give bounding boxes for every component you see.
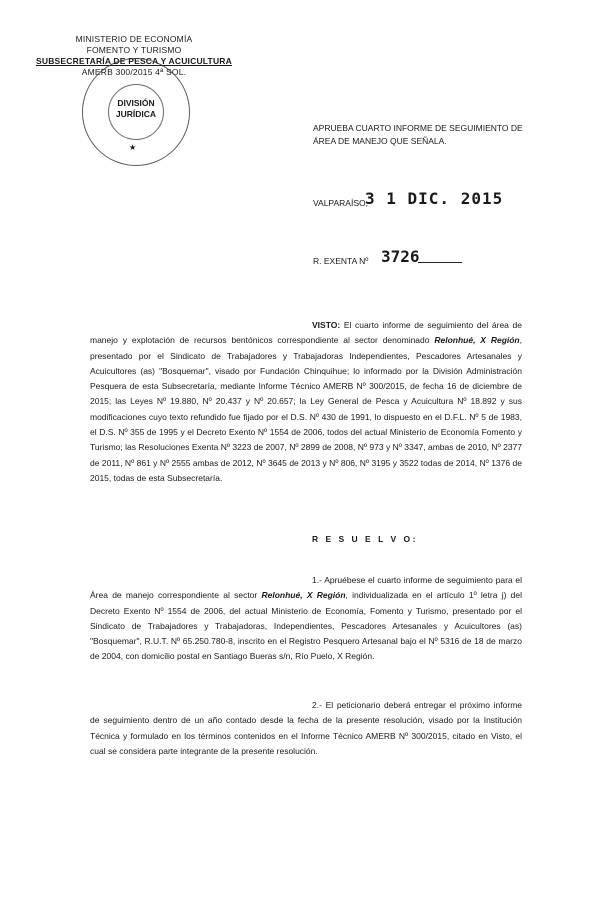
item2-text: 2.- El peticionario deberá entregar el próximo informe de seguimiento dentro de un año contado desde la fecha de la presente resolución, visado por la Institución Técnica y formulado en los términos contenidos en el Informe Técnico AMERB Nº 300/2015, citado en Visto, el cual se considera parte integrante de la presente resolución. [90,700,522,756]
subsecretaria-name: SUBSECRETARÍA DE PESCA Y ACUICULTURA [36,56,232,66]
visto-text-1: El cuarto informe de seguimiento del área de manejo y explotación de recursos bentónicos correspondiente al sector denominado [90,320,522,346]
subject-line1: APRUEBA CUARTO INFORME DE SEGUIMIENTO DE [313,123,523,133]
document-subject [313,122,523,148]
date-stamp: 3 1 DIC. 2015 [365,189,504,208]
resolution-underline [418,262,462,263]
subject-line2: ÁREA DE MANEJO QUE SEÑALA. [313,136,447,146]
ministry-name-cont: FOMENTO Y TURISMO [86,45,182,55]
seal-label [108,98,164,120]
place-label: VALPARAÍSO, [313,198,368,208]
ministry-name: MINISTERIO DE ECONOMÍA [75,34,193,44]
resolution-item-1 [90,573,522,665]
visto-text-2: , presentado por el Sindicato de Trabajadores y Trabajadoras Independientes, Pescadores Artesanales y Acuicultores (as) "Bosquemar", visado por Fundación Chinquihue; lo informado por la División Administración Pesquera de esta Subsecretaría, mediante Informe Técnico AMERB Nº 300/2015, de fecha 16 de diciembre de 2015; las Leyes Nº 19.880, Nº 20.437 y Nº 20.657; la Ley General de Pesca y Acuicultura Nº 18.892 y sus modificaciones cuyo texto refundido fue fijado por el D.S. Nº 430 de 1991, lo dispuesto en el D.F.L. Nº 5 de 1983, el D.S. Nº 355 de 1995 y el Decreto Exento Nº 1554 de 2006, todos del actual Ministerio de Economía Fomento y Turismo; las Resoluciones Exenta Nº 3223 de 2007, Nº 2899 de 2008, Nº 973 y Nº 3347, ambas de 2010, Nº 2377 de 2011, Nº 861 y Nº 2555 ambas de 2012, Nº 3645 de 2013 y Nº 806, Nº 3195 y 3522 todas de 2014, Nº 1376 de 2015, todas de esta Subsecretaría. [90,335,523,483]
resolution-label: R. EXENTA Nº [313,256,369,266]
item1-text-2: , individualizada en el artículo 1º letra j) del Decreto Exento Nº 1554 de 2006, del actual Ministerio de Economía, Fomento y Turismo, presentado por el Sindicato de Trabajadores y Trabajadoras, Independientes, Pescadores Artesanales y Acuicultores (as) "Bosquemar", R.U.T. Nº 65.250.780-8, inscrito en el Registro Pesquero Artesanal bajo el Nº 5316 de 18 de marzo de 2004, con domicilio postal en Santiago Bueras s/n, Río Puelo, X Región. [90,590,523,662]
seal-label-line2: JURÍDICA [115,109,157,119]
visto-paragraph [90,318,522,486]
visto-sector: Relonhué, X Región [434,335,520,346]
seal-label-line1: DIVISIÓN [117,98,155,108]
seal-star-icon: ★ [129,143,137,152]
resolution-number: 3726 [381,247,420,266]
reference-code: AMERB 300/2015 4ª SOL. [81,67,187,77]
resolution-item-2 [90,698,522,759]
item1-sector: Relonhué, X Región [261,590,346,601]
visto-label: VISTO: [312,320,341,330]
item1-text-1: 1.- Apruébese el cuarto informe de seguimiento para el Área de manejo correspondiente al sector [90,575,522,601]
resuelvo-heading: R E S U E L V O: [312,534,418,544]
